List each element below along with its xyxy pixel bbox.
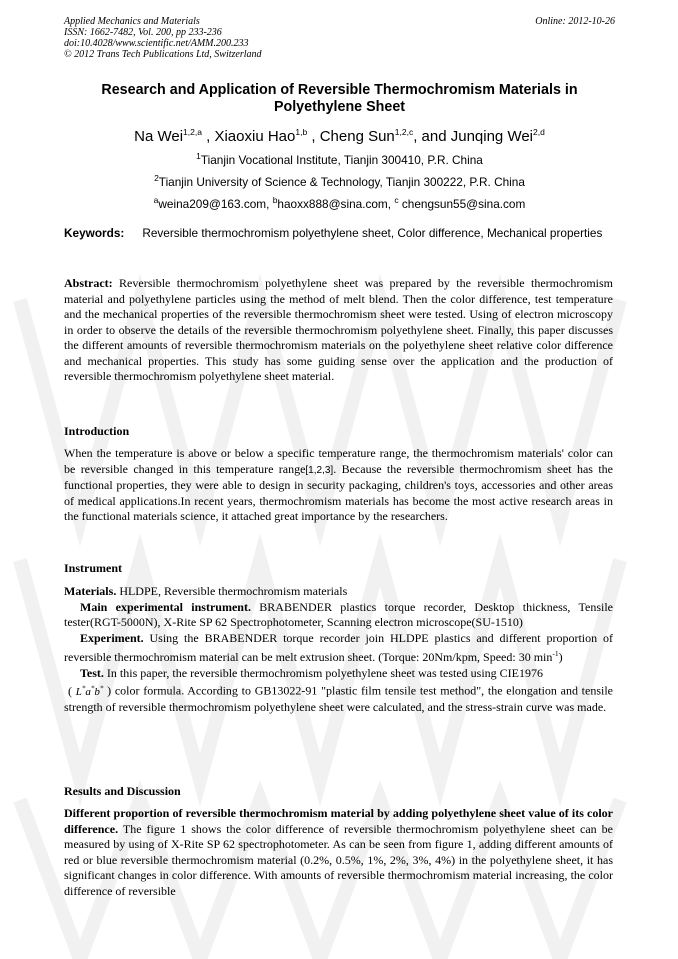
main-instrument-para (64, 600, 613, 631)
experiment-end: ) (558, 650, 563, 664)
materials-text: HLDPE, Reversible thermochromism materials (119, 584, 348, 598)
affiliation-sup: 1 (196, 151, 201, 161)
test-text: In this paper, the reversible thermochromism polyethylene sheet was tested using CIE1976 (106, 665, 543, 680)
formula-star: * (99, 684, 104, 692)
author-sup: 1,2,c (394, 127, 414, 137)
keywords-block (64, 226, 613, 240)
author-name: Xiaoxiu Hao (214, 128, 296, 145)
abstract-label: Abstract: (64, 276, 113, 290)
intro-text-part: When the temperature is above or below a specific temperature range, the thermochromism materials' color can be reversible changed in this temperature range (64, 446, 613, 476)
doi-line: doi:10.4028/www.scientific.net/AMM.200.233 (64, 38, 249, 49)
experiment-para (64, 631, 613, 666)
intro-text-part: . Because the reversible thermochromism sheet has the functional properties, they were able to design in security packaging, children's toys, accessories and other areas of medical applications.In recent years, thermochromism materials has become the most active research areas in the functional materials science, it attached great importance by the researchers. (64, 461, 613, 523)
introduction-heading: Introduction (64, 424, 130, 438)
affiliation-2 (64, 171, 615, 189)
author-name: Na Wei (134, 128, 184, 145)
abstract-text: Reversible thermochromism polyethylene sheet was prepared by the reversible thermochromism material and polyethylene particles using the method of melt blend. Then the color difference, test temperature and the mechanical properties of the reversible thermochromism sheet were tested. Using of electron microscopy in order to observe the details of the reversible thermochromism polyethylene sheet. Finally, this paper discusses the different amounts of reversible thermochromism materials on the polyethylene sheet relative color difference and mechanical properties. This study has some guiding sense over the application and the production of reversible thermochromism polyethylene sheet material. (64, 276, 614, 383)
results-heading: Results and Discussion (64, 784, 181, 798)
test-para (64, 666, 613, 716)
instrument-heading: Instrument (64, 561, 123, 575)
materials-label: Materials. (64, 584, 117, 598)
formula-b: b (94, 685, 100, 698)
title-line-1: Research and Application of Reversible Thermochromism Materials in (101, 82, 578, 98)
formula-L: L (75, 685, 82, 698)
header-left (64, 16, 262, 60)
results-text: The figure 1 shows the color difference of reversible thermochromism polyethylene sheet can be measured by using of X-Rite SP 62 spectrophotometer. As can be seen from figure 1, adding different amounts of red or blue reversible thermochromism material (0.2%, 0.5%, 1%, 2%, 3%, 4%) in the polyethylene sheet, it has significant changes in color difference. With amounts of reversible thermochromism material increasing, the color difference of reversible (64, 821, 613, 898)
formula-star: * (90, 684, 95, 692)
materials-para (64, 584, 613, 600)
affiliation-text: Tianjin University of Science & Technology, Tianjin 300222, P.R. China (158, 174, 525, 189)
author-name: Cheng Sun (319, 128, 395, 145)
formula-a: a (85, 685, 91, 698)
email-sup: b (272, 195, 278, 205)
citation: [1,2,3] (305, 464, 334, 476)
keywords-text: Reversible thermochromism polyethylene sheet, Color difference, Mechanical properties (142, 226, 603, 240)
results-lead: Different proportion of reversible thermochromism material by adding polyethylene sheet value of its color difference. (64, 806, 613, 836)
email-c: chengsun55@sina.com (401, 196, 526, 211)
formula-star: * (81, 684, 86, 692)
instrument-block (64, 584, 613, 716)
copyright-line: © 2012 Trans Tech Publications Ltd, Switzerland (64, 49, 262, 60)
journal-name: Applied Mechanics and Materials (64, 16, 200, 27)
main-instrument-label: Main experimental instrument. (80, 599, 251, 614)
affiliation-text: Tianjin Vocational Institute, Tianjin 300410, P.R. China (200, 152, 483, 167)
main-instrument-text: BRABENDER plastics torque recorder, Desktop thickness, Tensile tester(RGT-5000N), X-Rite SP 62 Spectrophotometer, Scanning electron microscope(SU-1510) (64, 599, 613, 629)
online-date: Online: 2012-10-26 (535, 16, 615, 27)
author-sup: 1,2,a (183, 127, 202, 137)
email-sup: a (153, 195, 159, 205)
author-list: Na Wei$^{1,2,a}$ , Xiaoxiu Hao$^{1,b}$ , Cheng Sun$^{1,2,c}$, and Junqing Wei$^{2,d}$ (134, 127, 545, 145)
formula-paren: ) (107, 683, 112, 698)
abstract-block (64, 276, 613, 385)
test-text: color formula. According to GB13022-91 "plastic film tensile test method", the elongation and tensile strength of reversible thermochromism polyethylene sheet were calculated, and the stress-strain curve was made. (64, 683, 614, 715)
introduction-text (64, 446, 613, 525)
unit-sup: -1 (552, 649, 559, 658)
email-sup: c (394, 195, 399, 205)
keywords-label: Keywords: (64, 226, 125, 240)
affiliation-sup: 2 (154, 173, 159, 183)
email-line: $^a$weina209@163.com, $^b$haoxx888@sina.com, $^c$ chengsun55@sina.com (153, 195, 526, 211)
affiliation-1 (64, 149, 615, 167)
issn-line: ISSN: 1662-7482, Vol. 200, pp 233-236 (64, 27, 222, 38)
experiment-text: Using the BRABENDER torque recorder join HLDPE plastics and different proportion of reversible thermochromism material can be melt extrusion sheet. (Torque: 20Nm/kpm, Speed: 30 min (64, 630, 613, 664)
title-line-2: Polyethylene Sheet (273, 99, 406, 115)
lab-formula (76, 686, 104, 698)
email-a: weina209@163.com (158, 196, 267, 211)
experiment-label: Experiment. (80, 630, 144, 645)
author-sup: 2,d (533, 127, 545, 137)
results-block (64, 806, 613, 899)
test-label: Test. (80, 665, 104, 680)
paper-title (64, 82, 615, 116)
email-b: haoxx888@sina.com (277, 196, 388, 211)
formula-paren: ( (68, 683, 72, 698)
author-name: Junqing Wei (450, 128, 534, 145)
author-sup: 1,b (295, 127, 308, 137)
